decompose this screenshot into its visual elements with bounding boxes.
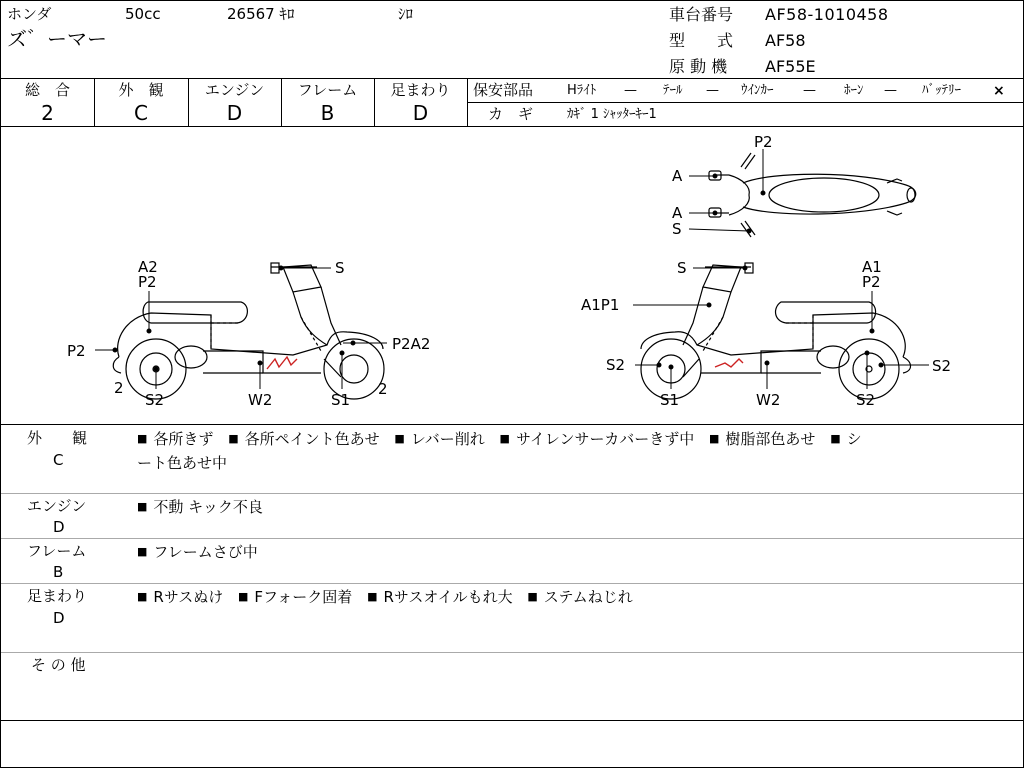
diagram-label: W2 [756, 391, 781, 409]
detail-grade-engine: D [53, 518, 65, 536]
detail-item: 各所きず [153, 430, 214, 448]
grade-value-engine: D [226, 101, 243, 125]
type-value: AF58 [765, 31, 806, 50]
diagram-label: A1 [862, 258, 882, 276]
model-name: ズ゛ーマー [7, 27, 107, 51]
diagram-label: S2 [856, 391, 876, 409]
engine-model: AF55E [765, 57, 816, 76]
diagram-label: S2 [145, 391, 165, 409]
diagram-label: S2 [932, 357, 952, 375]
scooter-diagram-svg [1, 127, 1023, 424]
chassis-number: AF58-1010458 [765, 5, 889, 24]
grade-label-overall: 総 合 [24, 81, 70, 99]
divider [1, 583, 1023, 584]
bullet: ■ [137, 590, 148, 603]
bullet: ■ [137, 500, 148, 513]
diagram-label: P2 [754, 133, 773, 151]
diagram-label: S1 [660, 391, 680, 409]
right-damage-mark [715, 359, 743, 367]
bullet: ■ [367, 590, 378, 603]
detail-grade-suspension: D [53, 609, 65, 627]
safety-item-tail: ﾃｰﾙ [663, 83, 683, 98]
engine-label: 原 動 機 [669, 57, 728, 76]
body-color: ｼﾛ [398, 5, 414, 23]
detail-item: ステムねじれ [543, 588, 633, 606]
diagram-label: A1P1 [581, 296, 620, 314]
mileage: 26567 ｷﾛ [227, 5, 295, 23]
safety-item-winker: ｳｲﾝｶｰ [741, 83, 774, 98]
bullet: ■ [830, 432, 841, 445]
safety-mark-headlight: — [624, 83, 637, 98]
detail-text-suspension [137, 586, 997, 610]
diagram-label: S [677, 259, 687, 277]
detail-item: ート色あせ中 [137, 454, 228, 472]
diagram-label: 2 [114, 379, 124, 397]
diagram-label: A [672, 204, 683, 222]
diagram-label: S [335, 259, 345, 277]
safety-item-battery: ﾊﾞｯﾃﾘｰ [922, 83, 961, 98]
grade-value-suspension: D [412, 101, 429, 125]
safety-mark-horn: — [884, 83, 897, 98]
divider [467, 102, 1023, 103]
detail-item: サイレンサーカバーきず中 [515, 430, 695, 448]
diagram-label: P2A2 [392, 335, 431, 353]
grade-label-suspension: 足まわり [390, 81, 451, 99]
diagram-label: W2 [248, 391, 273, 409]
divider [1, 493, 1023, 494]
detail-label-exterior: 外 観 [27, 429, 88, 447]
grade-value-frame: B [320, 101, 335, 125]
safety-mark-winker: — [803, 83, 816, 98]
detail-label-other: そ の 他 [31, 656, 86, 674]
bullet: ■ [499, 432, 510, 445]
bullet: ■ [137, 545, 148, 558]
safety-item-headlight: Hﾗｲﾄ [567, 83, 597, 98]
diagram-label: 2 [378, 380, 388, 398]
damage-diagram [1, 127, 1023, 424]
detail-label-frame: フレーム [27, 542, 87, 560]
diagram-label: A [672, 167, 683, 185]
detail-item: Rサスオイルもれ大 [383, 588, 513, 606]
type-label: 型 式 [669, 31, 734, 50]
maker-name: ホンダ [7, 5, 52, 23]
diagram-label: P2 [67, 342, 86, 360]
diagram-label: A2 [138, 258, 158, 276]
diagram-label: P2 [862, 273, 881, 291]
detail-grade-frame: B [53, 563, 64, 581]
divider [1, 652, 1023, 653]
detail-item: Fフォーク固着 [254, 588, 353, 606]
grade-value-exterior: C [134, 101, 148, 125]
detail-text-engine [137, 496, 997, 520]
detail-item: レバー削れ [410, 430, 485, 448]
bullet: ■ [709, 432, 720, 445]
detail-label-engine: エンジン [27, 497, 87, 515]
safety-item-horn: ﾎｰﾝ [844, 83, 864, 98]
diagram-label: S [672, 220, 682, 238]
bullet: ■ [137, 432, 148, 445]
scooter-top-view [709, 153, 916, 237]
bullet: ■ [238, 590, 249, 603]
detail-item: Rサスぬけ [153, 588, 224, 606]
grade-label-frame: フレーム [297, 81, 358, 99]
diagram-label: P2 [138, 273, 157, 291]
divider [1, 424, 1023, 425]
key-label: カ ギ [488, 105, 534, 123]
safety-mark-tail: — [706, 83, 719, 98]
detail-text-frame [137, 541, 997, 565]
safety-label: 保安部品 [473, 81, 534, 99]
left-view-dashed [211, 315, 321, 351]
diagram-label: S2 [606, 356, 626, 374]
chassis-label: 車台番号 [669, 5, 734, 24]
detail-grade-exterior: C [53, 451, 64, 469]
right-view-dashed [703, 315, 813, 351]
engine-cc: 50cc [125, 5, 161, 23]
detail-label-suspension: 足まわり [27, 587, 88, 605]
detail-item: シ [846, 430, 862, 448]
bullet: ■ [527, 590, 538, 603]
key-value: ｶｷﾞ 1 ｼｬｯﾀｰｷｰ1 [567, 107, 657, 122]
divider [1, 538, 1023, 539]
bullet: ■ [228, 432, 239, 445]
diagram-label: S1 [331, 391, 351, 409]
bullet: ■ [394, 432, 405, 445]
detail-item: 各所ペイント色あせ [244, 430, 380, 448]
left-damage-mark [267, 357, 297, 369]
safety-mark-battery: × [993, 83, 1005, 99]
divider [1, 78, 1023, 79]
grade-label-engine: エンジン [204, 81, 265, 99]
detail-item: 樹脂部色あせ [725, 430, 816, 448]
grade-value-overall: 2 [41, 101, 54, 125]
grade-label-exterior: 外 観 [118, 81, 164, 99]
detail-item: フレームさび中 [153, 543, 258, 561]
detail-text-exterior [137, 428, 997, 474]
divider [1, 720, 1023, 721]
detail-item: 不動 キック不良 [153, 498, 263, 516]
